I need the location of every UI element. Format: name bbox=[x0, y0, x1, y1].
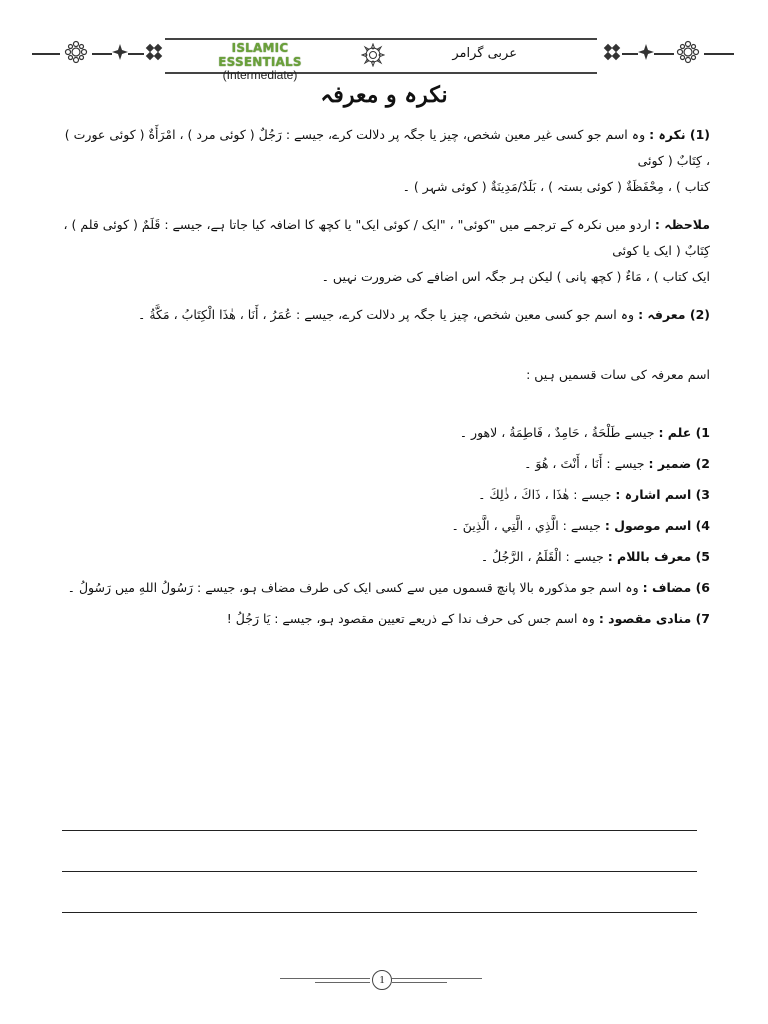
type-text: وہ اسم جس کی حرف ندا کے ذریعے تعیین مقصود ہو، جیسے : يَا رَجُلُ ! bbox=[226, 611, 595, 626]
header-banner bbox=[165, 38, 597, 82]
diamond-ornament-icon bbox=[602, 42, 622, 62]
footer-rule-right bbox=[392, 978, 482, 979]
type-text: وہ اسم جو مذکورہ بالا پانچ قسموں میں سے کسی ایک کی طرف مضاف ہو، جیسے : رَسُولُ اللهِ میں رَسُولُ ۔ bbox=[67, 580, 639, 595]
star-ornament-icon bbox=[638, 44, 654, 60]
marifa-text-1: وہ اسم جو کسی معین شخص، چیز یا جگہ پر دلالت کرے، جیسے : عُمَرُ ، أَنَا ، هٰذَا الْكِتَابُ ، مَكَّةُ ۔ bbox=[138, 307, 635, 322]
list-item bbox=[60, 417, 710, 448]
header-rule-left bbox=[32, 53, 60, 55]
type-label: 3) اسم اشارہ : bbox=[615, 487, 710, 502]
nakira-paragraph bbox=[60, 122, 710, 200]
page-title: نکرہ و معرفہ bbox=[320, 82, 448, 108]
type-text: جیسے طَلْحَةُ ، حَامِدٌ ، فَاطِمَةُ ، لاهور ۔ bbox=[459, 425, 655, 440]
mandala-ornament-icon bbox=[361, 43, 385, 67]
list-item bbox=[60, 572, 710, 603]
list-item bbox=[60, 448, 710, 479]
marifa-paragraph bbox=[60, 302, 710, 328]
writing-line bbox=[62, 830, 697, 831]
type-text: جیسے : الْقَلَمُ ، الرَّجُلُ ۔ bbox=[480, 549, 604, 564]
type-label: 4) اسم موصول : bbox=[604, 518, 710, 533]
marifa-line-1 bbox=[60, 302, 710, 328]
nakira-line-1 bbox=[60, 122, 710, 174]
note-line-2: ایک کتاب ) ، مَاءٌ ( کچھ پانی ) لیکن ہر جگہ اس اضافے کی ضرورت نہیں ۔ bbox=[321, 269, 710, 284]
star-ornament-icon bbox=[112, 44, 128, 60]
header-rule-right bbox=[704, 53, 734, 55]
type-label: 7) منادی مقصود : bbox=[598, 611, 710, 626]
page-footer bbox=[0, 968, 768, 998]
types-intro: اسم معرفہ کی سات قسمیں ہیں : bbox=[526, 367, 710, 382]
nakira-line-2: کتاب ) ، مِحْفَظَةٌ ( کوئی بستہ ) ، بَلَدٌ/مَدِينَةٌ ( کوئی شہر ) ۔ bbox=[402, 179, 710, 194]
type-label: 5) معرف باللام : bbox=[607, 549, 710, 564]
writing-line bbox=[62, 912, 697, 913]
page-number: 1 bbox=[372, 970, 392, 990]
diamond-ornament-icon bbox=[144, 42, 164, 62]
flower-ornament-icon bbox=[64, 40, 88, 64]
header-rule-right-2 bbox=[654, 53, 674, 55]
header-rule-left-3 bbox=[128, 53, 144, 55]
note-line-1 bbox=[60, 212, 710, 264]
writing-line bbox=[62, 871, 697, 872]
list-item bbox=[60, 479, 710, 510]
footer-rule-left-2 bbox=[315, 982, 370, 983]
list-item bbox=[60, 541, 710, 572]
type-text: جیسے : الَّذِي ، الَّتِي ، الَّذِينَ ۔ bbox=[451, 518, 601, 533]
nakira-label: (1) نکرہ : bbox=[649, 127, 710, 142]
nakira-text-1: وہ اسم جو کسی غیر معین شخص، چیز یا جگہ پر دلالت کرے، جیسے : رَجُلٌ ( کوئی مرد ) ، امْرَأَةٌ ( کوئی عورت ) ، كِتَابٌ ( کوئی bbox=[64, 127, 710, 168]
header-rule-left-2 bbox=[92, 53, 112, 55]
header-rule-right-3 bbox=[622, 53, 638, 55]
footer-rule-right-2 bbox=[392, 982, 447, 983]
list-item bbox=[60, 603, 710, 634]
type-label: 6) مضاف : bbox=[642, 580, 710, 595]
list-item bbox=[60, 510, 710, 541]
note-text-1: اردو میں نکرہ کے ترجمے میں "کوئی" ، "ایک / کوئی ایک" یا کچھ کا اضافہ کیا جاتا ہے، جیسے : قَلَمٌ ( کوئی قلم ) ، كِتَابٌ ( ایک یا کوئی bbox=[63, 217, 710, 258]
type-text: جیسے : هٰذَا ، ذَاكَ ، ذٰلِكَ ۔ bbox=[478, 487, 612, 502]
type-label: 1) علم : bbox=[658, 425, 710, 440]
type-label: 2) ضمیر : bbox=[648, 456, 710, 471]
marifa-types-list bbox=[60, 417, 710, 634]
type-text: جیسے : أَنَا ، أَنْتَ ، هُوَ ۔ bbox=[524, 456, 645, 471]
brand-level: (Intermediate) bbox=[222, 68, 298, 82]
brand-logo bbox=[195, 41, 325, 82]
subject-title: عربی گرامر bbox=[452, 46, 517, 61]
brand-name: ISLAMIC ESSENTIALS bbox=[218, 41, 302, 69]
note-paragraph bbox=[60, 212, 710, 290]
flower-ornament-icon bbox=[676, 40, 700, 64]
note-label: ملاحظہ : bbox=[654, 217, 710, 232]
marifa-label: (2) معرفہ : bbox=[638, 307, 710, 322]
footer-rule-left bbox=[280, 978, 370, 979]
page-header bbox=[0, 38, 768, 82]
